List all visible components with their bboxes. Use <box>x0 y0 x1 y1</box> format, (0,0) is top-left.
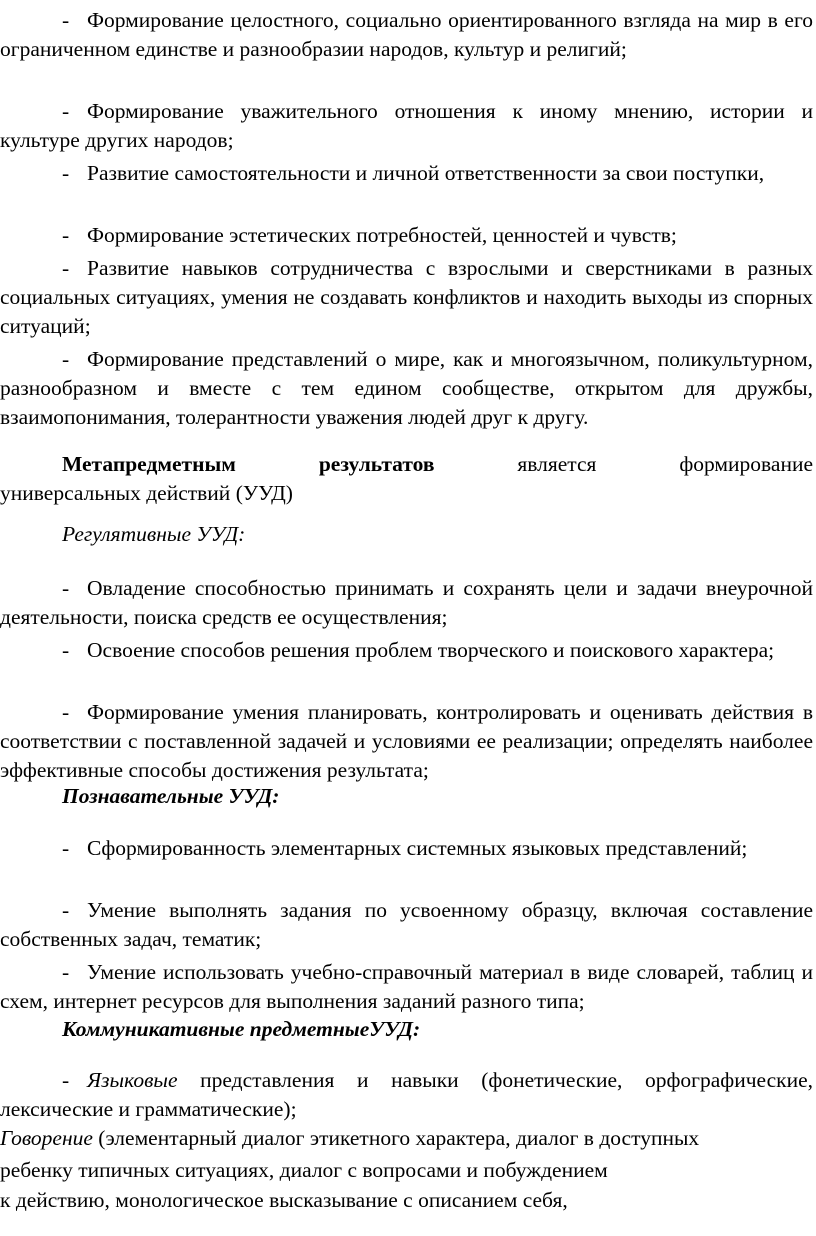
section-heading-communicative: Коммуникативные предметныеУУД: <box>62 1017 421 1041</box>
meta-word: формирование <box>679 452 813 476</box>
list-item <box>0 221 813 250</box>
bullet-dash: - <box>62 576 70 600</box>
bullet-dash: - <box>62 700 70 724</box>
language-term: Языковые <box>87 1068 178 1092</box>
bullet-dash: - <box>62 161 70 185</box>
meta-term-2: результатов <box>318 452 435 476</box>
list-item-text: Формирование эстетических потребностей, ценностей и чувств; <box>87 223 677 247</box>
list-item <box>0 6 813 64</box>
list-item-text: Овладение способностью принимать и сохранять цели и задачи внеурочной деятельности, поиска средств ее осуществления; <box>0 576 813 629</box>
list-item <box>0 698 813 785</box>
list-item-text: Формирование умения планировать, контролировать и оценивать действия в соответствии с поставленной задачей и условиями ее реализации; определять наиболее эффективные способы достижения результата; <box>0 700 813 782</box>
bullet-dash: - <box>62 836 70 860</box>
list-item <box>0 97 813 155</box>
bullet-dash: - <box>62 223 70 247</box>
list-item <box>0 958 813 1016</box>
section-heading-regulative: Регулятивные УУД: <box>62 522 246 546</box>
meta-word: является <box>517 452 597 476</box>
speaking-term: Говорение <box>0 1126 93 1150</box>
list-item <box>0 254 813 341</box>
list-item <box>0 636 813 665</box>
list-item-text: Развитие навыков сотрудничества с взрослыми и сверстниками в разных социальных ситуациях, умения не создавать конфликтов и находить выходы из спорных ситуаций; <box>0 256 813 338</box>
bullet-dash: - <box>62 256 70 280</box>
list-item-text: Развитие самостоятельности и личной ответственности за свои поступки, <box>87 161 765 185</box>
bullet-dash: - <box>62 8 70 32</box>
list-item-text: Умение использовать учебно-справочный материал в виде словарей, таблиц и схем, интернет ресурсов для выполнения заданий разного типа; <box>0 960 813 1013</box>
speaking-line-2: ребенку типичных ситуациях, диалог с вопросами и побуждением <box>0 1158 608 1182</box>
bullet-dash: - <box>62 1068 70 1092</box>
list-item <box>0 345 813 432</box>
list-item <box>0 574 813 632</box>
list-item-text: Формирование уважительного отношения к иному мнению, истории и культуре других народов; <box>0 99 813 152</box>
list-item <box>0 896 813 954</box>
section-heading-cognitive: Познавательные УУД: <box>62 784 280 808</box>
list-item-text: Умение выполнять задания по усвоенному образцу, включая составление собственных задач, тематик; <box>0 898 813 951</box>
list-item-text: представления и навыки (фонетические, орфографические, лексические и грамматические); <box>0 1068 813 1121</box>
list-item <box>0 159 813 188</box>
bullet-dash: - <box>62 347 70 371</box>
list-item <box>0 1066 813 1124</box>
bullet-dash: - <box>62 898 70 922</box>
meta-results-line2: универсальных действий (УУД) <box>0 481 293 505</box>
list-item-text: Формирование целостного, социально ориентированного взгляда на мир в его ограниченном единстве и разнообразии народов, культур и религий; <box>0 8 813 61</box>
list-item-text: Сформированность элементарных системных языковых представлений; <box>87 836 748 860</box>
bullet-dash: - <box>62 960 70 984</box>
list-item-text: Освоение способов решения проблем творческого и поискового характера; <box>87 638 775 662</box>
bullet-dash: - <box>62 99 70 123</box>
meta-results-paragraph <box>62 450 813 479</box>
list-item-text: Формирование представлений о мире, как и многоязычном, поликультурном, разнообразном и вместе с тем едином сообществе, открытом для дружбы, взаимопонимания, толерантности уважения людей друг к другу. <box>0 347 813 429</box>
list-item <box>0 834 813 863</box>
meta-term: Метапредметным <box>62 452 236 476</box>
speaking-line-3: к действию, монологическое высказывание с описанием себя, <box>0 1188 568 1212</box>
bullet-dash: - <box>62 638 70 662</box>
speaking-line-1 <box>0 1124 699 1153</box>
speaking-text: (элементарный диалог этикетного характера, диалог в доступных <box>92 1126 700 1150</box>
